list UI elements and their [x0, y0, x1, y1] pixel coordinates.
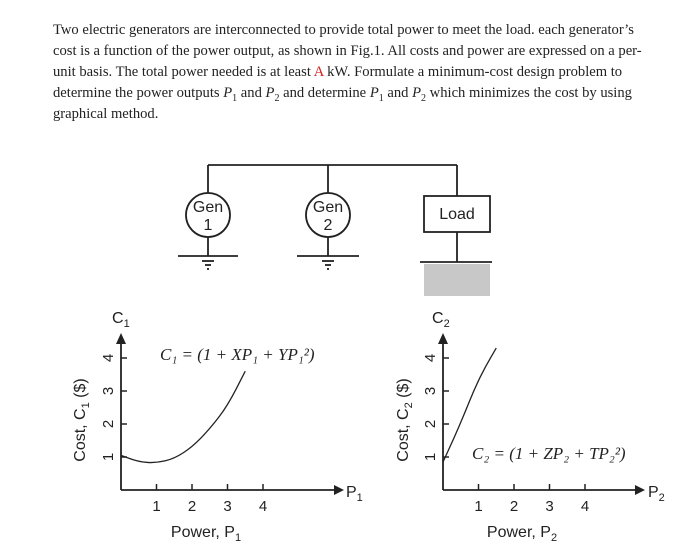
chart2-y-tick-label: 4 [422, 353, 439, 363]
required-power-variable: A [313, 64, 324, 80]
chart-2 [395, 310, 665, 544]
chart1-x-arrow-icon [334, 485, 344, 495]
problem-text-4: and determine [279, 85, 370, 101]
p-symbol: P [412, 85, 422, 101]
chart2-y-tick-label: 1 [422, 452, 439, 462]
chart2-x-tick-label: 4 [580, 498, 590, 515]
chart2-y-tick-label: 3 [422, 386, 439, 396]
chart1-y-tick-label: 1 [100, 452, 117, 462]
chart1-x-tick-label: 1 [152, 498, 161, 515]
problem-text-6: which minimizes the cost by using graphical method. [53, 85, 632, 122]
chart1-x-tick-label: 3 [223, 498, 232, 515]
problem-text-2: kW. Formulate a minimum-cost design problem to determine the power outputs [53, 64, 623, 101]
problem-text-5: and [383, 85, 413, 101]
chart1-y-arrow-icon [116, 333, 126, 344]
gen1-number: 1 [203, 217, 213, 234]
subscript: 2 [421, 92, 427, 104]
chart1-y-tick-label: 2 [100, 419, 117, 429]
problem-text-3: and [237, 85, 266, 101]
chart1-y-symbol: $C_1$ [112, 310, 130, 330]
chart2-x-tick-label: 1 [474, 498, 483, 515]
chart1-equation: C₁ = (1 + XP₁ + YP₁²) [160, 345, 315, 364]
chart2-y-label: Cost, $C_2$ ($) [395, 378, 415, 462]
ground-1-icon [178, 256, 238, 269]
chart2-x-symbol: $P_2$ [648, 484, 665, 504]
chart1-x-tick-label: 4 [258, 498, 268, 515]
chart2-y-arrow-icon [438, 333, 448, 344]
problem-text-1: Two electric generators are interconnected to provide total power to meet the load. each generator’s cost is a function of the power output, as shown in Fig.1. All costs and power are expressed on a per-unit basis. The total power needed is at least [53, 22, 642, 80]
chart1-x-tick-label: 2 [187, 498, 197, 515]
subscript: 1 [378, 92, 384, 104]
chart2-x-tick-label: 2 [509, 498, 519, 515]
p-symbol: P [369, 85, 379, 101]
gen2-label: Gen [312, 199, 344, 216]
p-symbol: P [223, 85, 233, 101]
chart1-y-tick-label: 3 [100, 386, 117, 396]
gen1-label: Gen [192, 199, 224, 216]
chart-1 [72, 310, 363, 544]
chart1-x-symbol: $P_1$ [346, 484, 363, 504]
chart2-y-tick-label: 2 [422, 419, 439, 429]
ground-2-icon [297, 256, 359, 269]
load-ground-block [424, 264, 490, 296]
chart1-y-tick-label: 4 [100, 353, 117, 363]
subscript: 2 [274, 92, 280, 104]
chart1-cost-curve [121, 371, 245, 462]
chart2-x-tick-label: 3 [545, 498, 554, 515]
chart1-x-label: Power, $P_1$ [170, 524, 242, 544]
load-label: Load [439, 206, 475, 223]
p-symbol: P [265, 85, 275, 101]
gen2-number: 2 [323, 217, 333, 234]
chart1-y-label: Cost, $C_1$ ($) [72, 378, 92, 462]
chart2-equation: C₂ = (1 + ZP₂ + TP₂²) [472, 444, 626, 463]
chart2-x-arrow-icon [635, 485, 645, 495]
subscript: 1 [232, 92, 238, 104]
chart2-x-label: Power, $P_2$ [486, 524, 558, 544]
chart2-y-symbol: $C_2$ [432, 310, 450, 330]
